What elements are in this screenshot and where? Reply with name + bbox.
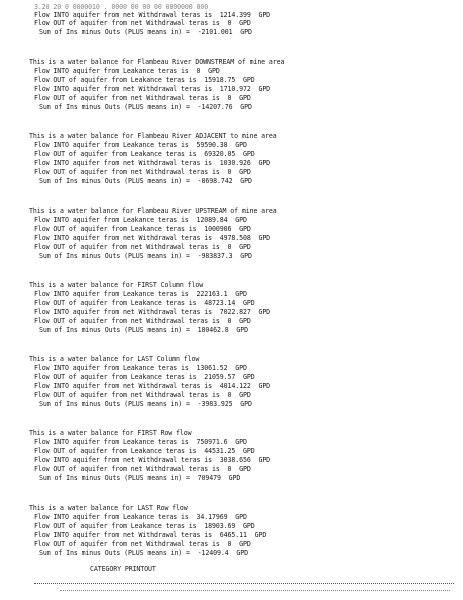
footer-label: CATEGORY PRINTOUT: [90, 565, 156, 573]
sum-line: Sum of Ins minus Outs (PLUS means in) = -12409.4 GPD: [39, 549, 248, 557]
flow-line: Flow INTO aquifer from Leakance teras is 12089.84 GPD: [34, 216, 247, 224]
flow-line: Flow INTO aquifer from Leakance teras is 750971.6 GPD: [34, 438, 247, 446]
flow-line: Flow INTO aquifer from net Withdrawal teras is 7022.827 GPD: [34, 308, 271, 316]
flow-line: Flow INTO aquifer from net Withdrawal teras is 6465.11 GPD: [34, 531, 267, 539]
flow-line: Flow INTO aquifer from Leakance teras is 222163.1 GPD: [34, 290, 247, 298]
block-title: This is a water balance for FIRST Column flow: [29, 281, 204, 289]
flow-line: Flow OUT of aquifer from net Withdrawal teras is 0 GPD: [34, 19, 251, 27]
flow-line: Flow INTO aquifer from Leakance teras is 59590.38 GPD: [34, 141, 247, 149]
block-title: This is a water balance for LAST Column flow: [29, 355, 200, 363]
flow-line: Flow INTO aquifer from net Withdrawal teras is 4014.122 GPD: [34, 382, 271, 390]
flow-line: Flow OUT of aquifer from net Withdrawal teras is 0 GPD: [34, 168, 251, 176]
flow-line: Flow INTO aquifer from net Withdrawal teras is 1030.926 GPD: [34, 159, 271, 167]
flow-line: Flow OUT of aquifer from Leakance teras is 18903.69 GPD: [34, 522, 255, 530]
sum-line: Sum of Ins minus Outs (PLUS means in) = -2101.001 GPD: [39, 28, 252, 36]
perforation-divider-faint: [60, 590, 450, 593]
flow-line: Flow OUT of aquifer from Leakance teras is 1000906 GPD: [34, 225, 251, 233]
flow-line: Flow OUT of aquifer from net Withdrawal teras is 0 GPD: [34, 317, 251, 325]
flow-line: Flow INTO aquifer from net Withdrawal teras is 1214.399 GPD: [34, 11, 271, 19]
flow-line: Flow INTO aquifer from Leakance teras is 13061.52 GPD: [34, 364, 247, 372]
flow-line: Flow OUT of aquifer from net Withdrawal teras is 0 GPD: [34, 465, 251, 473]
flow-line: Flow OUT of aquifer from Leakance teras is 48723.14 GPD: [34, 299, 255, 307]
block-title: This is a water balance for LAST Row flow: [29, 504, 188, 512]
sum-line: Sum of Ins minus Outs (PLUS means in) = -8698.742 GPD: [39, 177, 252, 185]
flow-line: Flow OUT of aquifer from Leakance teras is 44531.25 GPD: [34, 447, 255, 455]
flow-line: Flow INTO aquifer from net Withdrawal teras is 3038.656 GPD: [34, 456, 271, 464]
flow-line: Flow OUT of aquifer from net Withdrawal teras is 0 GPD: [34, 243, 251, 251]
sum-line: Sum of Ins minus Outs (PLUS means in) = 709479 GPD: [39, 474, 241, 482]
sum-line: Sum of Ins minus Outs (PLUS means in) = 180462.8 GPD: [39, 326, 248, 334]
flow-line: Flow INTO aquifer from Leakance teras is 34.17969 GPD: [34, 513, 247, 521]
perforation-divider: [34, 583, 454, 586]
block-title: This is a water balance for Flambeau River ADJACENT to mine area: [29, 132, 277, 140]
block-title: This is a water balance for Flambeau River UPSTREAM of mine area: [29, 207, 277, 215]
flow-line: Flow OUT of aquifer from Leakance teras is 21059.57 GPD: [34, 373, 255, 381]
flow-line: Flow INTO aquifer from Leakance teras is 0 GPD: [34, 67, 220, 75]
block-title: This is a water balance for Flambeau River DOWNSTREAM of mine area: [29, 58, 285, 66]
sum-line: Sum of Ins minus Outs (PLUS means in) = -3983.925 GPD: [39, 400, 252, 408]
cut-off-line: 3.20 20 0 0000010 . 0000 00 00 00 0000000 000: [34, 3, 209, 11]
block-title: This is a water balance for FIRST Row flow: [29, 429, 192, 437]
flow-line: Flow OUT of aquifer from net Withdrawal teras is 0 GPD: [34, 94, 251, 102]
flow-line: Flow OUT of aquifer from net Withdrawal teras is 0 GPD: [34, 391, 251, 399]
flow-line: Flow INTO aquifer from net Withdrawal teras is 4978.508 GPD: [34, 234, 271, 242]
sum-line: Sum of Ins minus Outs (PLUS means in) = -14207.76 GPD: [39, 103, 252, 111]
flow-line: Flow OUT of aquifer from Leakance teras is 69320.05 GPD: [34, 150, 255, 158]
flow-line: Flow INTO aquifer from net Withdrawal teras is 1710.972 GPD: [34, 85, 271, 93]
sum-line: Sum of Ins minus Outs (PLUS means in) = -983837.3 GPD: [39, 252, 252, 260]
flow-line: Flow OUT of aquifer from net Withdrawal teras is 0 GPD: [34, 540, 251, 548]
flow-line: Flow OUT of aquifer from Leakance teras is 15918.75 GPD: [34, 76, 255, 84]
